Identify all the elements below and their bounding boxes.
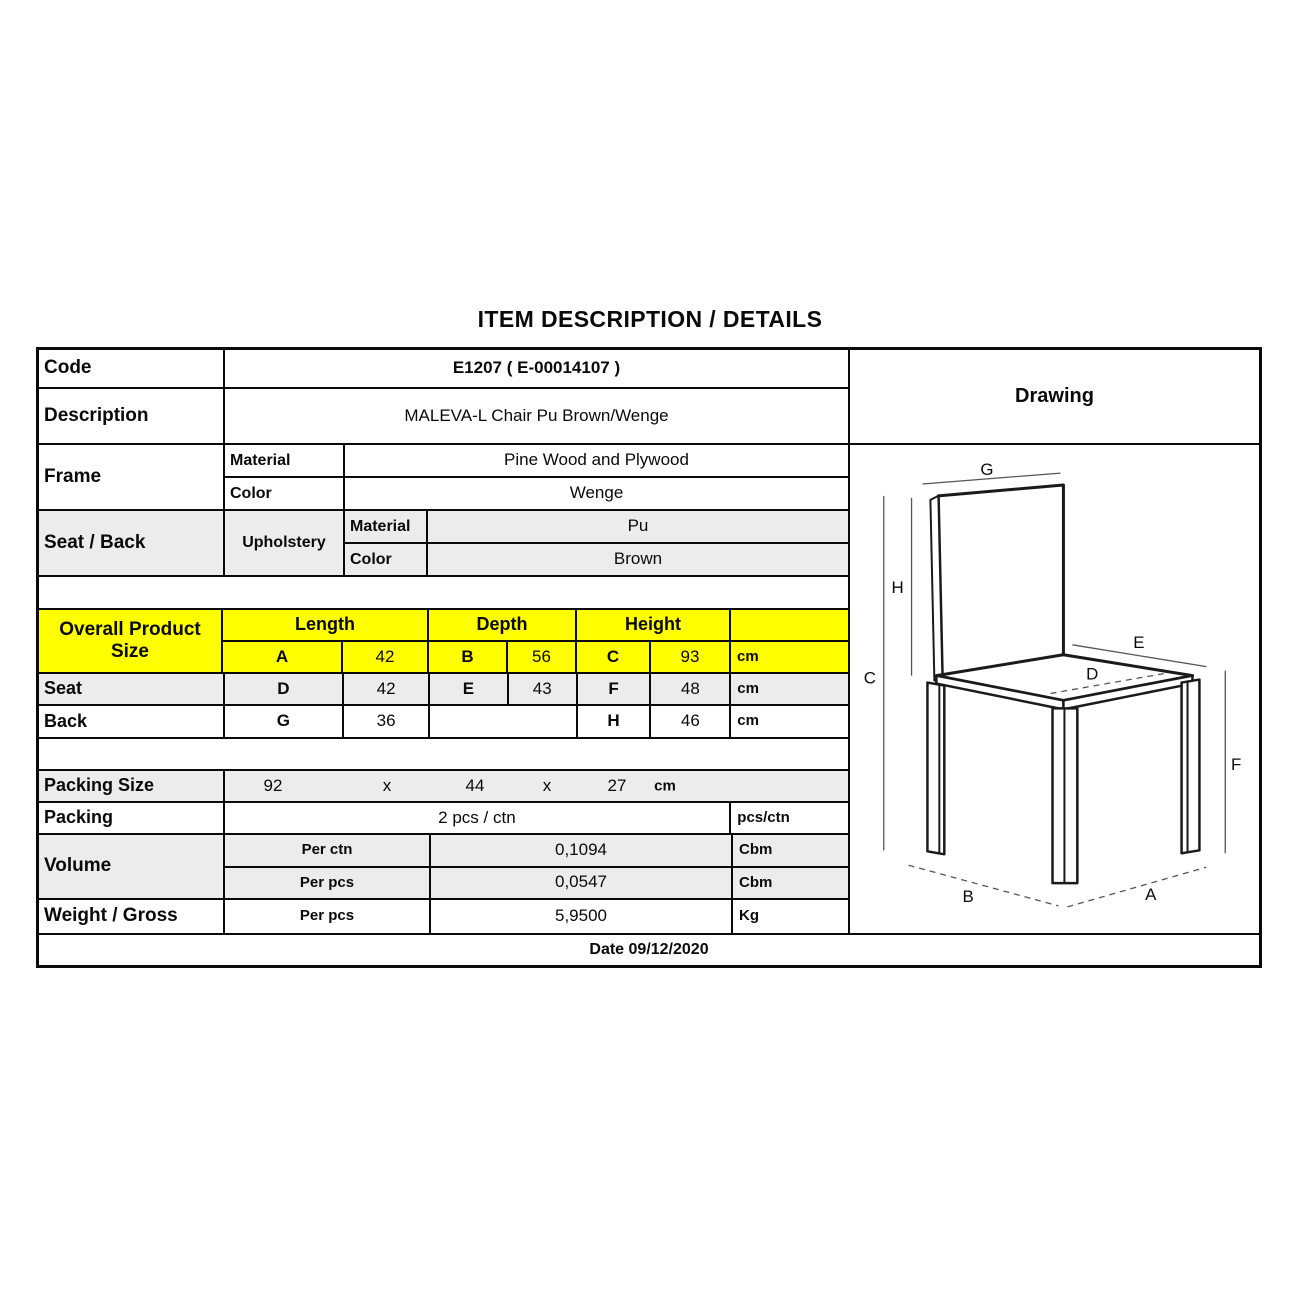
volume-rows <box>225 835 848 898</box>
section-volume <box>39 835 848 900</box>
packing-size-v2: 44 <box>465 776 485 795</box>
description-value: MALEVA-L Chair Pu Brown/Wenge <box>404 405 669 425</box>
back-length-value: 36 <box>344 706 430 737</box>
seat-size-label: Seat <box>39 674 225 704</box>
overall-length-value: 42 <box>343 642 429 672</box>
dim-label-b: B <box>962 886 974 906</box>
packing-size-values <box>225 771 848 801</box>
packing-size-unit: cm <box>654 777 676 795</box>
seat-back-color-label: Color <box>345 544 428 575</box>
dim-label-h: H <box>891 578 904 598</box>
spacer-row-1 <box>39 577 848 610</box>
weight-per-label: Per pcs <box>225 900 431 933</box>
seat-length-value: 42 <box>344 674 430 704</box>
section-overall-size <box>39 610 848 674</box>
seat-back-color-value: Brown <box>613 549 663 569</box>
dim-label-d: D <box>1086 664 1099 684</box>
dim-line-b <box>909 865 1059 906</box>
seat-back-material-label: Material <box>345 511 428 542</box>
frame-rows <box>225 445 848 509</box>
back-height-value: 46 <box>651 706 731 737</box>
drawing-header: Drawing <box>850 350 1259 445</box>
volume-per-ctn-unit: Cbm <box>739 841 773 858</box>
seat-length-key: D <box>225 674 345 704</box>
volume-per-ctn-label: Per ctn <box>225 835 431 866</box>
frame-color-row <box>225 478 848 509</box>
date-row <box>39 933 1259 965</box>
description-label: Description <box>39 389 225 443</box>
volume-label: Volume <box>39 835 225 898</box>
drawing-area <box>850 445 1259 933</box>
row-description <box>39 389 848 445</box>
seat-back-rows <box>345 511 848 575</box>
spec-table-main <box>39 350 1259 933</box>
section-frame <box>39 445 848 511</box>
row-back-size <box>39 706 848 739</box>
overall-length-key: A <box>223 642 343 672</box>
chair-leg-front <box>1053 708 1078 883</box>
packing-label: Packing <box>39 803 225 833</box>
frame-color-label: Color <box>225 478 345 509</box>
row-packing <box>39 803 848 835</box>
row-packing-size <box>39 771 848 803</box>
dim-label-c: C <box>863 668 876 688</box>
packing-size-label: Packing Size <box>39 771 225 801</box>
frame-label: Frame <box>39 445 225 509</box>
page-title: ITEM DESCRIPTION / DETAILS <box>477 306 823 332</box>
overall-depth-key: B <box>429 642 508 672</box>
code-label: Code <box>39 350 225 387</box>
seat-depth-value: 43 <box>509 674 578 704</box>
size-header-row <box>223 610 848 642</box>
upholstery-label: Upholstery <box>225 511 345 575</box>
spec-table-left <box>39 350 850 933</box>
overall-height-key: C <box>577 642 651 672</box>
section-seat-back <box>39 511 848 577</box>
overall-values-row <box>223 642 848 672</box>
spec-table <box>36 347 1262 968</box>
drawing-panel <box>850 350 1259 933</box>
dim-label-e: E <box>1133 632 1145 652</box>
chair-backrest <box>938 485 1063 677</box>
back-depth-empty <box>430 706 578 737</box>
code-value: E1207 ( E-00014107 ) <box>452 358 621 378</box>
seat-depth-key: E <box>430 674 509 704</box>
seat-back-color-row <box>345 544 848 575</box>
weight-label: Weight / Gross <box>39 900 225 933</box>
seat-back-material-row <box>345 511 848 544</box>
header-unit-blank <box>731 610 848 640</box>
packing-unit: pcs/ctn <box>737 808 790 826</box>
volume-per-pcs-label: Per pcs <box>225 868 431 899</box>
volume-per-pcs-unit: Cbm <box>739 873 773 891</box>
packing-size-x2: x <box>542 776 552 795</box>
packing-size-x1: x <box>382 776 392 795</box>
seat-back-label: Seat / Back <box>39 511 225 575</box>
dim-label-a: A <box>1145 884 1157 904</box>
back-height-key: H <box>578 706 652 737</box>
packing-size-v1: 92 <box>263 776 283 795</box>
volume-per-ctn-value: 0,1094 <box>431 835 733 866</box>
frame-material-row <box>225 445 848 478</box>
volume-per-ctn-row <box>225 835 848 868</box>
seat-height-key: F <box>578 674 652 704</box>
overall-size-label-line2: Size <box>110 641 150 662</box>
overall-size-label-line1: Overall Product <box>59 619 201 640</box>
row-weight <box>39 900 848 933</box>
dim-line-a <box>1067 867 1206 907</box>
date-text: Date 09/12/2020 <box>589 941 709 958</box>
back-length-key: G <box>225 706 345 737</box>
volume-per-pcs-row <box>225 868 848 899</box>
header-depth: Depth <box>429 610 577 640</box>
chair-leg-back-left <box>927 683 944 855</box>
row-code <box>39 350 848 389</box>
dim-label-f: F <box>1231 754 1242 774</box>
seat-unit: cm <box>737 679 759 697</box>
back-size-label: Back <box>39 706 225 737</box>
overall-size-label <box>39 610 223 672</box>
frame-material-label: Material <box>225 445 345 476</box>
back-unit: cm <box>737 712 759 730</box>
weight-value: 5,9500 <box>431 900 733 933</box>
frame-material-value: Pine Wood and Plywood <box>504 450 689 470</box>
header-height: Height <box>577 610 731 640</box>
chair-drawing <box>850 445 1259 933</box>
overall-depth-value: 56 <box>508 642 577 672</box>
packing-size-v3: 27 <box>607 776 627 795</box>
overall-size-rows <box>223 610 848 672</box>
row-seat-size <box>39 674 848 706</box>
overall-unit: cm <box>737 647 759 665</box>
frame-color-value: Wenge <box>569 483 624 503</box>
dim-label-g: G <box>980 460 994 480</box>
seat-height-value: 48 <box>651 674 731 704</box>
spacer-row-2 <box>39 739 848 771</box>
packing-value: 2 pcs / ctn <box>225 803 732 833</box>
seat-back-material-value: Pu <box>627 516 649 536</box>
header-length: Length <box>223 610 429 640</box>
volume-per-pcs-value: 0,0547 <box>431 868 733 899</box>
overall-height-value: 93 <box>651 642 731 672</box>
weight-unit: Kg <box>739 907 759 925</box>
chair-leg-back-right <box>1182 680 1200 854</box>
